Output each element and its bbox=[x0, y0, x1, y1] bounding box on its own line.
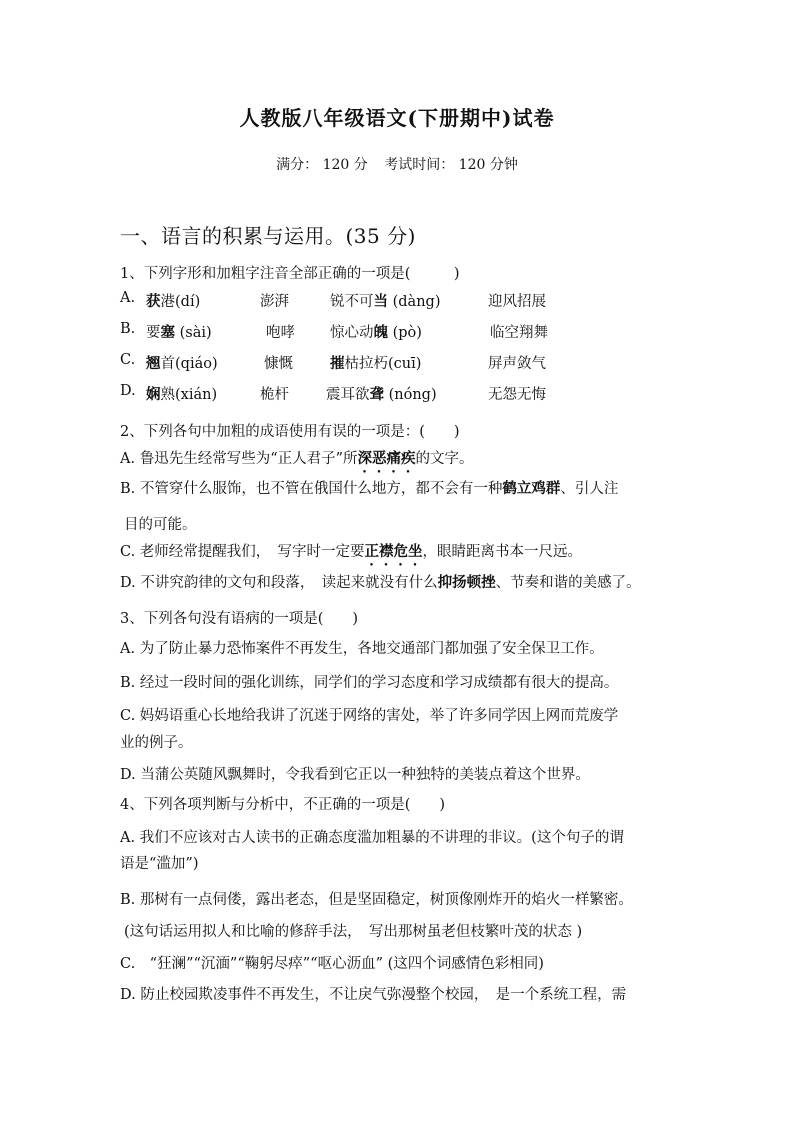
q1-option-a: A. 获港(dí) 澎湃 锐不可当 (dàng) 迎风招展 bbox=[120, 290, 546, 310]
exam-meta bbox=[0, 154, 794, 174]
q3-option-c: C. 妈妈语重心长地给我讲了沉迷于网络的害处，举了许多同学因上网而荒废学 bbox=[120, 708, 619, 724]
q2-option-b: B. 不管穿什么服饰，也不管在俄国什么地方，都不会有一种鹤立鸡群、引人注 bbox=[120, 480, 619, 497]
full-score: 满分： 120 分 bbox=[276, 157, 368, 173]
q2-option-d: D. 不讲究韵律的文句和段落， 读起来就没有什么抑扬顿挫、节奏和谐的美感了。 bbox=[120, 574, 641, 591]
q4-option-c: C. “狂澜”“沉湎”“鞠躬尽瘁”“呕心沥血” (这四个词感情色彩相同) bbox=[120, 956, 544, 972]
q4-option-b-cont: (这句话运用拟人和比喻的修辞手法， 写出那树虽老但枝繁叶茂的状态 ) bbox=[124, 924, 583, 940]
question-2-stem: 2、下列各句中加粗的成语使用有误的一项是：( ) bbox=[120, 424, 460, 440]
q1-option-d: D. 娴熟(xián) 桅杆 震耳欲聋 (nóng) 无怨无悔 bbox=[120, 383, 546, 403]
q4-option-a-cont: 语是“滥加”) bbox=[120, 856, 199, 872]
q3-option-b: B. 经过一段时间的强化训练，同学们的学习态度和学习成绩都有很大的提高。 bbox=[120, 675, 619, 691]
idiom-a: 深恶痛疾 bbox=[357, 450, 416, 467]
q4-option-d: D. 防止校园欺凌事件不再发生，不让戾气弥漫整个校园， 是一个系统工程，需 bbox=[120, 987, 627, 1003]
q1-option-c: C. 翘首(qiáo) 慷慨 摧枯拉朽(cuī) 屏声敛气 bbox=[120, 352, 546, 372]
idiom-c: 正襟危坐 bbox=[364, 543, 423, 560]
q4-option-b: B. 那树有一点伺偻，露出老态，但是坚固稳定，树顶像刚炸开的焰火一样繁密。 bbox=[120, 892, 633, 908]
question-3-stem: 3、下列各句没有语病的一项是( ) bbox=[120, 611, 359, 627]
q4-option-a: A. 我们不应该对古人读书的正确态度滥加粗暴的不讲理的非议。(这个句子的谓 bbox=[120, 830, 624, 846]
question-1-stem: 1、下列字形和加粗字注音全部正确的一项是( ) bbox=[120, 266, 460, 282]
q2-option-a: A. 鲁迅先生经常写些为“正人君子”所深恶痛疾的文字。 bbox=[120, 450, 474, 467]
q1-option-b: B. 要塞 (sài) 咆哮 惊心动魄 (pò) 临空翔舞 bbox=[120, 321, 548, 341]
exam-time: 考试时间： 120 分钟 bbox=[384, 157, 518, 173]
q3-option-c-cont: 业的例子。 bbox=[120, 735, 193, 751]
question-4-stem: 4、下列各项判断与分析中，不正确的一项是( ) bbox=[120, 797, 446, 813]
idiom-d: 抑扬顿挫 bbox=[437, 574, 496, 591]
q2-option-c: C. 老师经常提醒我们， 写字时一定要正襟危坐，眼睛距离书本一尺远。 bbox=[120, 543, 583, 560]
idiom-b: 鹤立鸡群 bbox=[502, 480, 561, 497]
q3-option-a: A. 为了防止暴力恐怖案件不再发生，各地交通部门都加强了安全保卫工作。 bbox=[120, 641, 604, 657]
section-heading: 一、语言的积累与运用。(35 分) bbox=[120, 224, 416, 248]
q2-option-b-cont: 目的可能。 bbox=[124, 517, 197, 533]
exam-title: 人教版八年级语文(下册期中)试卷 bbox=[239, 106, 555, 130]
q3-option-d: D. 当蒲公英随风飘舞时，令我看到它正以一种独特的美装点着这个世界。 bbox=[120, 767, 590, 783]
